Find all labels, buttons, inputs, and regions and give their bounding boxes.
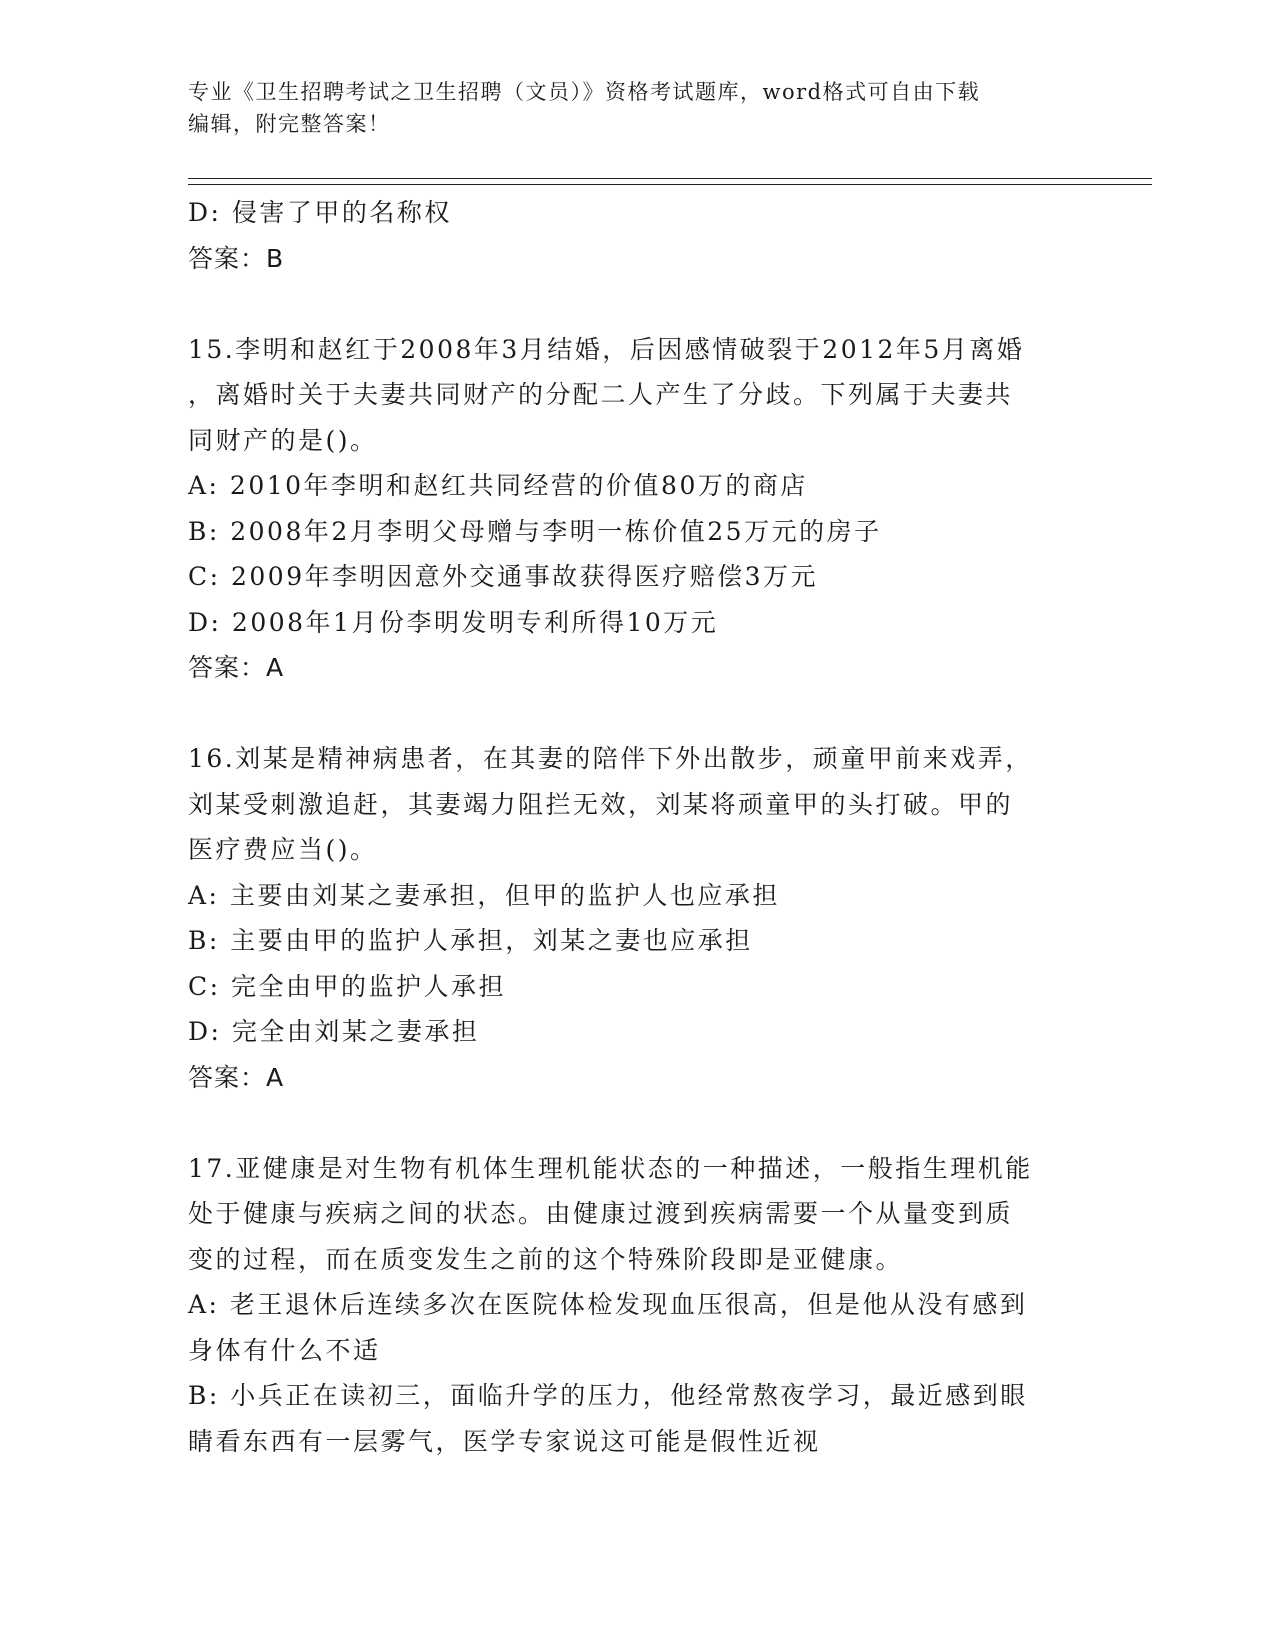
q16-option-b: B: 主要由甲的监护人承担，刘某之妻也应承担 (188, 926, 753, 955)
q16-stem-line-2: 刘某受刺激追赶，其妻竭力阻拦无效，刘某将顽童甲的头打破。甲的 (188, 789, 1014, 819)
spacer (188, 281, 1088, 327)
spacer (188, 691, 1088, 737)
spacer (188, 1100, 1088, 1146)
q17-stem-line-2: 处于健康与疾病之间的状态。由健康过渡到疾病需要一个从量变到质 (188, 1199, 1014, 1228)
q17-option-a-line-1: A: 老王退休后连续多次在医院体检发现血压很高，但是他从没有感到 (188, 1290, 1028, 1319)
prev-answer: 答案：B (188, 243, 285, 273)
q15-answer: 答案：A (188, 653, 285, 682)
question-content (188, 190, 1088, 1464)
header-title-line-2: 编辑，附完整答案！ (188, 112, 391, 136)
header-title-line-1: 专业《卫生招聘考试之卫生招聘（文员）》资格考试题库，word格式可自由下载 (188, 80, 981, 104)
q17-option-a-line-2: 身体有什么不适 (188, 1335, 381, 1365)
q16-option-d: D: 完全由刘某之妻承担 (188, 1017, 480, 1046)
q15-stem-line-2: ，离婚时关于夫妻共同财产的分配二人产生了分歧。下列属于夫妻共 (188, 380, 1014, 409)
header-divider-bottom (188, 184, 1152, 185)
q16-stem-line-3: 医疗费应当()。 (188, 835, 378, 864)
prev-option-d: D: 侵害了甲的名称权 (188, 198, 452, 227)
q17-option-b-line-2: 睛看东西有一层雾气，医学专家说这可能是假性近视 (188, 1426, 821, 1456)
q16-stem-line-1: 16.刘某是精神病患者，在其妻的陪伴下外出散步，顽童甲前来戏弄， (188, 744, 1033, 773)
q15-option-b: B: 2008年2月李明父母赠与李明一栋价值25万元的房子 (188, 516, 882, 546)
q15-stem-line-3: 同财产的是()。 (188, 425, 378, 455)
q15-option-a: A: 2010年李明和赵红共同经营的价值80万的商店 (188, 471, 808, 500)
q15-stem-line-1: 15.李明和赵红于2008年3月结婚，后因感情破裂于2012年5月离婚 (188, 334, 1025, 364)
q16-answer: 答案：A (188, 1062, 285, 1092)
document-header (188, 76, 1088, 140)
header-divider-top (188, 178, 1152, 179)
q17-option-b-line-1: B: 小兵正在读初三，面临升学的压力，他经常熬夜学习，最近感到眼 (188, 1381, 1028, 1410)
q16-option-a: A: 主要由刘某之妻承担，但甲的监护人也应承担 (188, 880, 780, 910)
q15-option-c: C: 2009年李明因意外交通事故获得医疗赔偿3万元 (188, 562, 819, 591)
q15-option-d: D: 2008年1月份李明发明专利所得10万元 (188, 607, 719, 637)
q17-stem-line-1: 17.亚健康是对生物有机体生理机能状态的一种描述，一般指生理机能 (188, 1153, 1033, 1183)
q16-option-c: C: 完全由甲的监护人承担 (188, 971, 506, 1001)
q17-stem-line-3: 变的过程，而在质变发生之前的这个特殊阶段即是亚健康。 (188, 1244, 904, 1274)
